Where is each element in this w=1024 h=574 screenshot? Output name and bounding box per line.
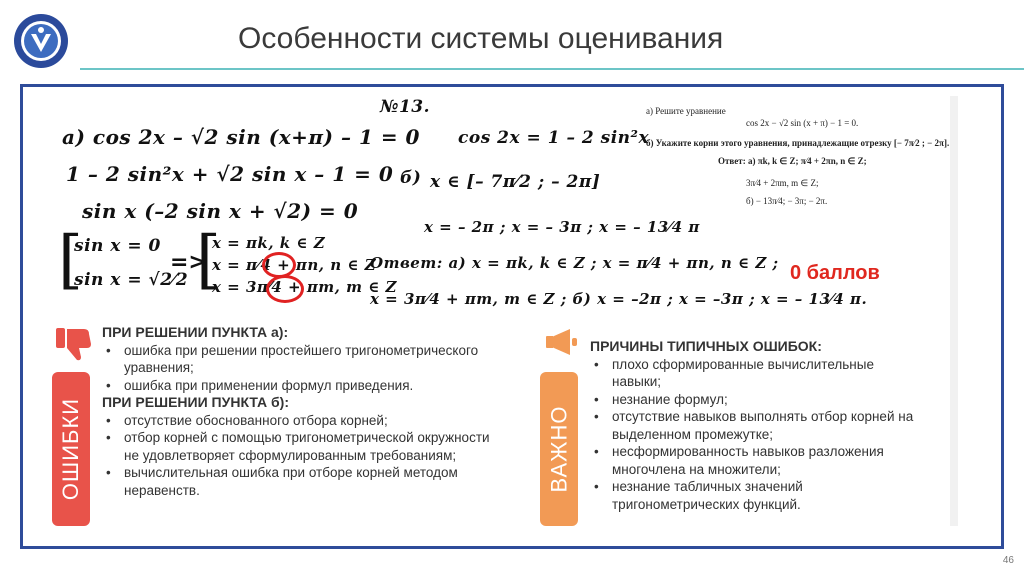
hw-sys2-row1: x = πk, k ∈ Z <box>212 234 326 252</box>
score-label: 0 баллов <box>790 262 880 284</box>
list-item: • отбор корней с помощью тригонометрической окружности не удовлетворяет сформулированным требованиям; <box>102 429 492 464</box>
system-brace-2: [ <box>196 223 221 297</box>
typed-a-equation: cos 2x − √2 sin (x + π) − 1 = 0. <box>746 118 859 128</box>
typed-a-prompt: а) Решите уравнение <box>646 106 726 116</box>
typed-b-prompt: б) Укажите корни этого уравнения, принадлежащие отрезку [− 7π⁄2 ; − 2π]. <box>646 138 950 148</box>
hw-sys1-row2: sin x = √2⁄2 <box>74 270 189 290</box>
errors-panel <box>102 324 532 499</box>
system-brace-1: [ <box>58 223 83 297</box>
list-item: • плохо сформированные вычислительные навыки; <box>590 356 890 391</box>
list-item: • несформированность навыков разложения многочлена на множители; <box>590 443 952 478</box>
important-panel <box>590 338 952 513</box>
university-logo-icon <box>12 12 70 70</box>
list-item: • незнание формул; <box>590 391 952 409</box>
error-circle-2 <box>266 275 304 303</box>
list-item: • отсутствие навыков выполнять отбор корней на выделенном промежутке; <box>590 408 952 443</box>
thumbs-down-icon <box>54 326 94 362</box>
hw-answer-line2: x = 3π⁄4 + πm, m ∈ Z ; б) x = –2π ; x = –3π ; x = – 13⁄4 π. <box>370 290 868 308</box>
errors-badge: ОШИБКИ <box>52 372 90 526</box>
hw-sys2-row3: x = 3π⁄4 + πm, m ∈ Z <box>212 278 397 296</box>
page-title: Особенности системы оценивания <box>238 22 724 55</box>
error-circle-1 <box>262 252 296 278</box>
important-badge: ВАЖНО <box>540 372 578 526</box>
hw-b-interval: x ∈ [– 7π⁄2 ; – 2π] <box>430 172 601 192</box>
hw-answer-line1: Ответ: а) x = πk, k ∈ Z ; x = π⁄4 + πn, n ∈ Z ; <box>370 254 779 272</box>
hw-b-label: б) <box>400 168 422 188</box>
implies-arrow: => <box>170 250 207 275</box>
important-head: ПРИЧИНЫ ТИПИЧНЫХ ОШИБОК: <box>590 338 822 354</box>
hw-a-line2: 1 – 2 sin²x + √2 sin x – 1 = 0 <box>66 162 394 186</box>
list-item: • отсутствие обоснованного отбора корней; <box>102 412 532 430</box>
list-item: • вычислительная ошибка при отборе корней методом неравенств. <box>102 464 502 499</box>
title-divider <box>80 68 1024 70</box>
errors-head-a: ПРИ РЕШЕНИИ ПУНКТА а): <box>102 324 289 340</box>
page-number: 46 <box>1002 555 1014 566</box>
list-item: • незнание табличных значений тригонометрических функций. <box>590 478 890 513</box>
hw-sys1-row1: sin x = 0 <box>74 236 161 256</box>
typed-answer-a2: 3π⁄4 + 2πm, m ∈ Z; <box>746 178 819 188</box>
task-number: №13. <box>380 97 431 117</box>
hw-cos-formula: cos 2x = 1 – 2 sin²x <box>458 128 650 148</box>
typed-answer-a: Ответ: а) πk, k ∈ Z; π⁄4 + 2πn, n ∈ Z; <box>718 156 867 166</box>
list-item: • ошибка при решении простейшего тригонометрического уравнения; <box>102 342 532 377</box>
hw-sys2-row2: x = π⁄4 + πn, n ∈ Z <box>212 256 377 274</box>
errors-head-b: ПРИ РЕШЕНИИ ПУНКТА б): <box>102 394 289 410</box>
hw-a-line3: sin x (–2 sin x + √2) = 0 <box>82 199 359 223</box>
typed-answer-b: б) − 13π⁄4; − 3π; − 2π. <box>746 196 828 206</box>
list-item: • ошибка при применении формул приведения. <box>102 377 532 395</box>
hw-b-roots: x = – 2π ; x = – 3π ; x = – 13⁄4 π <box>424 218 700 236</box>
hw-a-line1: а) cos 2x – √2 sin (x+π) – 1 = 0 <box>62 125 420 149</box>
megaphone-icon <box>544 326 580 358</box>
